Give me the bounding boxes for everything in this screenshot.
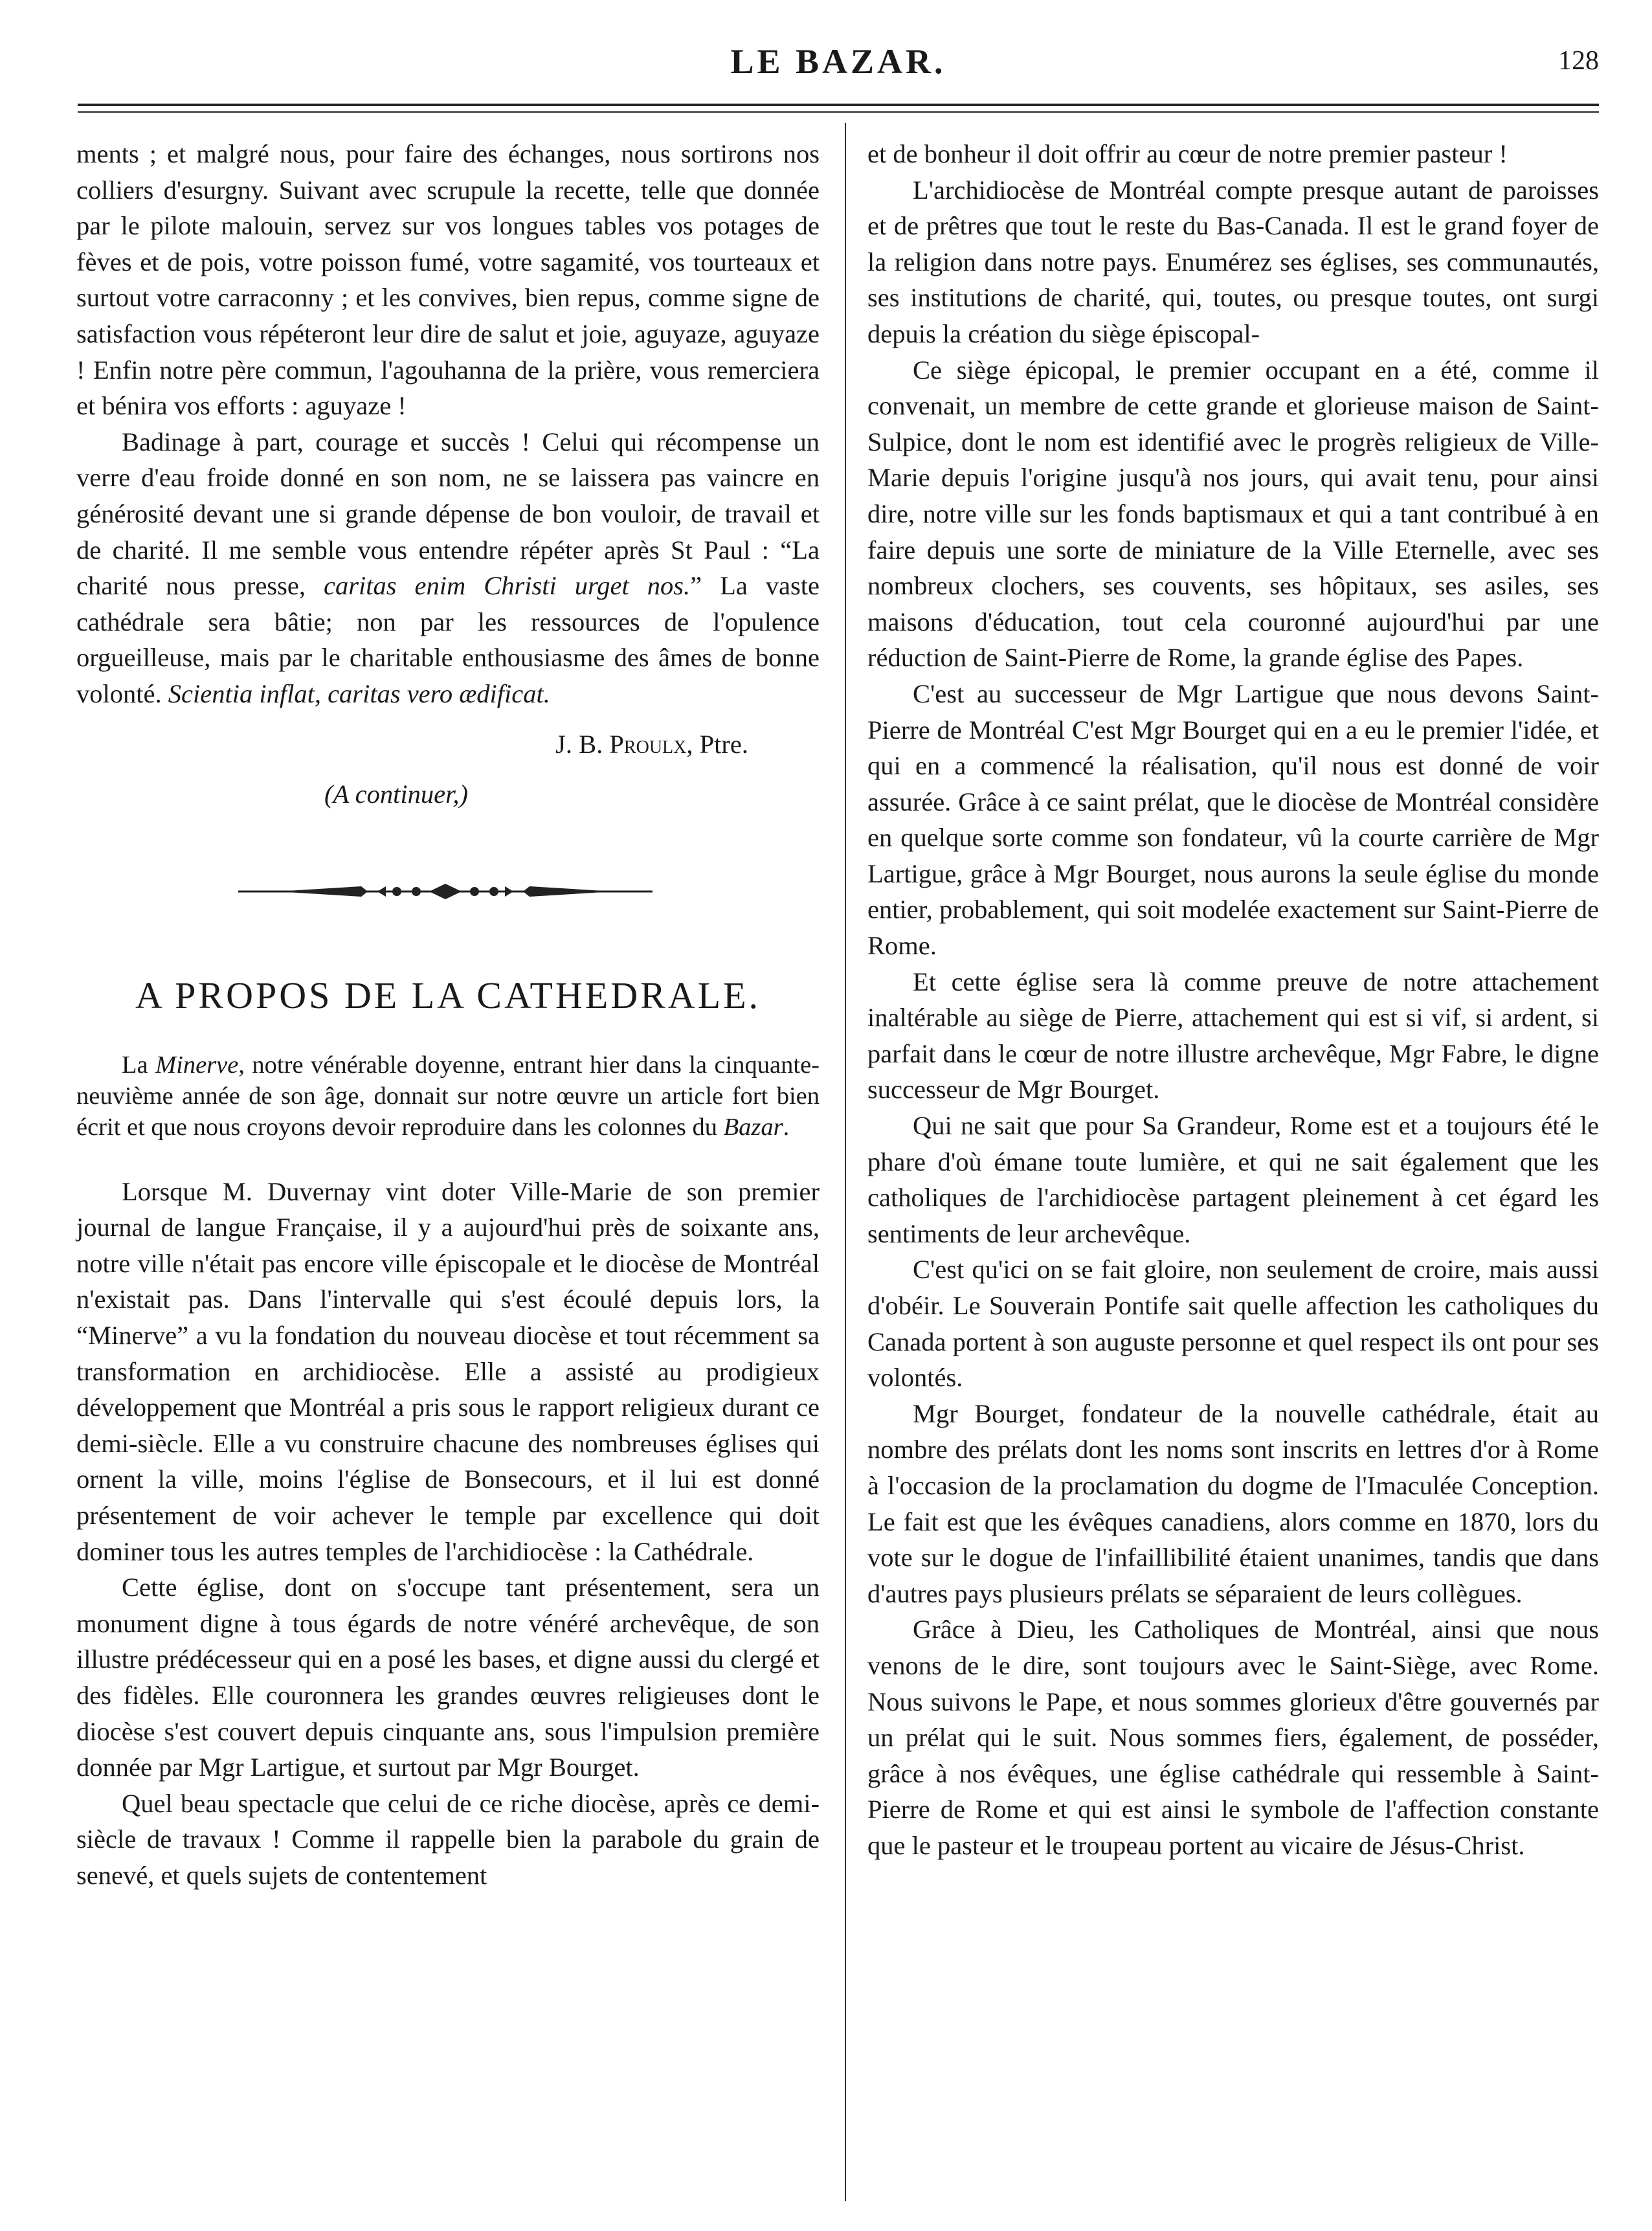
signature-title: , Ptre.	[686, 729, 748, 759]
latin-quote: caritas enim Christi urget nos.	[324, 571, 691, 601]
continued-note: (A continuer,)	[324, 779, 468, 809]
paragraph: Grâce à Dieu, les Catholiques de Montréal, ainsi que nous venons de le dire, sont toujours avec le Saint-Siège, avec Rome. Nous suivons le Pape, et nous sommes glorieux d'être gouvernés par un prélat qui le suit. Nous sommes fiers, également, de posséder, grâce à nos évêques, une église cathédrale qui ressemble à Saint-Pierre de Rome et qui est ainsi le symbole de l'affection constante que le pasteur et le troupeau portent au vicaire de Jésus-Christ.	[867, 1615, 1599, 1860]
paragraph: Quel beau spectacle que celui de ce riche diocèse, après ce demi-siècle de travaux ! Comme il rappelle bien la parabole du grain de senevé, et quels sujets de contentement	[76, 1788, 820, 1890]
text-run: La	[122, 1051, 156, 1079]
ornament-icon	[238, 872, 653, 911]
page-header	[78, 41, 1599, 93]
text-run: , notre vénérable doyenne, entrant hier dans la cinquante-neuvième année de son âge, donnait sur notre œuvre un article fort bien écrit et que nous croyons devoir reproduire dans les colonnes du	[76, 1051, 820, 1141]
author-signature	[76, 726, 820, 763]
paragraph: C'est qu'ici on se fait gloire, non seulement de croire, mais aussi d'obéir. Le Souverain Pontife sait quelle affection les catholiques du Canada portent à son auguste personne et quel respect ils ont pour ses volontés.	[867, 1255, 1599, 1393]
paragraph	[76, 424, 820, 712]
intro-paragraph	[76, 1049, 820, 1143]
right-column	[867, 136, 1599, 1864]
paragraph: Et cette église sera là comme preuve de notre attachement inaltérable au siège de Pierre, attachement qui est si vif, si ardent, si parfait dans le cœur de notre illustre archevêque, Mgr Fabre, le digne successeur de Mgr Bourget.	[867, 967, 1599, 1104]
text-run: Badinage à part, courage et succès ! Celui qui récompense un verre d'eau froide donné en son nom, ne se laissera pas vaincre en générosité devant une si grande dépense de bon vouloir, de travail et de charité. Il me semble vous entendre répéter après St Paul : “La charité nous presse,	[76, 427, 820, 601]
article-heading: A PROPOS DE LA CATHEDRALE.	[135, 974, 761, 1016]
paragraph: L'archidiocèse de Montréal compte presque autant de paroisses et de prêtres que tout le reste du Bas-Canada. Il est le grand foyer de la religion dans notre pays. Enumérez ses églises, ses communautés, ses institutions de charité, qui, toutes, ou presque toutes, ont surgi depuis la création du siège épiscopal-	[867, 175, 1599, 348]
ornamental-divider	[76, 872, 820, 911]
paragraph: Ce siège épicopal, le premier occupant en a été, comme il convenait, un membre de cette grande et glorieuse maison de Saint-Sulpice, dont le nom est identifié avec le progrès religieux de Ville-Marie depuis l'origine jusqu'à nos jours, qui avait tenu, pour ainsi dire, notre ville sur les fonds baptismaux et qui a tant contribué à en faire depuis une sorte de miniature de la Ville Eternelle, avec ses nombreux clochers, ses couvents, ses hôpitaux, ses asiles, ses maisons d'éducation, tout cela couronné aujourd'hui par une réduction de Saint-Pierre de Rome, la grande église des Papes.	[867, 355, 1599, 673]
paragraph: Qui ne sait que pour Sa Grandeur, Rome est et a toujours été le phare d'où émane toute lumière, et qui ne sait également que les catholiques de l'archidiocèse partagent pleinement à cet égard les sentiments de leur archevêque.	[867, 1111, 1599, 1248]
header-rule-thin	[78, 111, 1599, 113]
newspaper-name: Bazar	[723, 1113, 783, 1141]
text-run: ” La vaste cathédrale sera bâtie; non par les ressources de l'opulence orgueilleuse, mais par le charitable enthousiasme des âmes de bonne volonté.	[76, 571, 820, 708]
latin-quote: Scientia inflat, caritas vero ædificat.	[168, 678, 550, 708]
signature-initials: J. B.	[555, 729, 610, 759]
left-column	[76, 136, 820, 1894]
paragraph: ments ; et malgré nous, pour faire des échanges, nous sortirons nos colliers d'esurgny. Suivant avec scrupule la recette, telle que donnée par le pilote malouin, servez sur vos longues tables vos potages de fèves et de pois, votre poisson fumé, votre sagamité, vos tourteaux et surtout votre carraconny ; et les convives, bien repus, comme signe de satisfaction vous répéteront leur dire de salut et joie, aguyaze, aguyaze ! Enfin notre père commun, l'agouhanna de la prière, vous remerciera et bénira vos efforts : aguyaze !	[76, 139, 820, 421]
signature-name: Proulx	[609, 729, 687, 759]
header-rule-thick	[78, 104, 1599, 106]
paragraph: Cette église, dont on s'occupe tant présentement, sera un monument digne à tous égards de notre vénéré archevêque, de son illustre prédécesseur qui en a posé les bases, et digne aussi du clergé et des fidèles. Elle couronnera les grandes œuvres religieuses dont le diocèse s'est couvert depuis cinquante ans, sous l'impulsion première donnée par Mgr Lartigue, et surtout par Mgr Bourget.	[76, 1573, 820, 1782]
paragraph: C'est au successeur de Mgr Lartigue que nous devons Saint-Pierre de Montréal C'est Mgr Bourget qui en a eu le premier l'idée, et qui en a commencé la réalisation, qu'il nous est donné de voir assurée. Grâce à ce saint prélat, que le diocèse de Montréal considère en quelque sorte comme son fondateur, vû la courte carrière de Mgr Lartigue, grâce à Mgr Bourget, nous aurons la seule église du monde entier, probablement, qui soit modelée exactement sur Saint-Pierre de Rome.	[867, 678, 1599, 961]
newspaper-title: LE BAZAR.	[730, 42, 946, 81]
paragraph: et de bonheur il doit offrir au cœur de notre premier pasteur !	[867, 139, 1508, 168]
page-number: 128	[1558, 46, 1599, 76]
column-divider	[845, 123, 846, 2201]
paragraph: Mgr Bourget, fondateur de la nouvelle cathédrale, était au nombre des prélats dont les noms sont inscrits en lettres d'or à Rome à l'occasion de la proclamation du dogme de l'Imaculée Conception. Le fait est que les évêques canadiens, alors comme en 1870, lors du vote sur le dogue de l'infaillibilité étaient unanimes, tandis que dans d'autres pays plusieurs prélats se séparaient de leurs collègues.	[867, 1398, 1599, 1608]
newspaper-name: Minerve	[155, 1051, 239, 1079]
text-run: .	[783, 1113, 790, 1141]
paragraph: Lorsque M. Duvernay vint doter Ville-Marie de son premier journal de langue Française, il y a aujourd'hui près de soixante ans, notre ville n'était pas encore ville épiscopale et le diocèse de Montréal n'existait pas. Dans l'intervalle qui s'est écoulé depuis lors, la “Minerve” a vu la fondation du nouveau diocèse et tout récemment sa transformation en archidiocèse. Elle a assisté au prodigieux développement que Montréal a pris sous le rapport religieux durant ce demi-siècle. Elle a vu construire chacune des nombreuses églises qui ornent la ville, moins l'église de Bonsecours, et il lui est donné présentement de voir achever le temple par excellence qui doit dominer tous les autres temples de l'archidiocèse : la Cathédrale.	[76, 1176, 820, 1566]
